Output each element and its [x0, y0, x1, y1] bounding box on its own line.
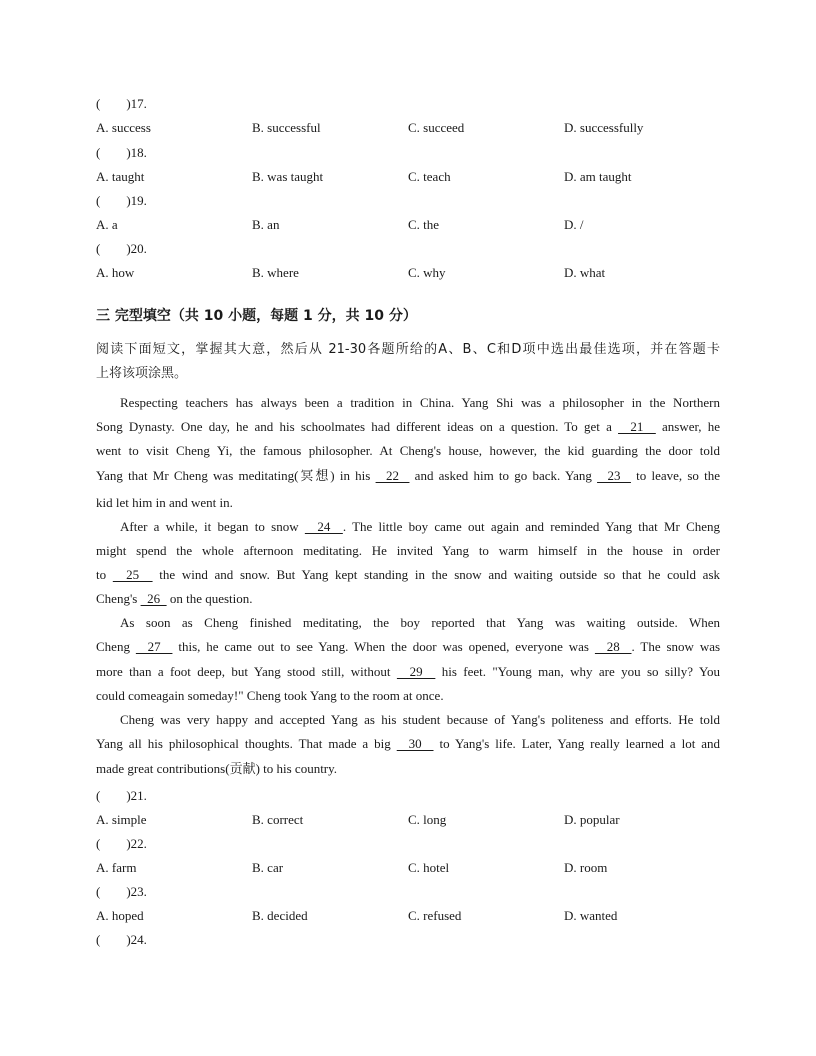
text-span: on the question. — [169, 591, 253, 606]
text-span: and asked him to go back. Yang — [414, 468, 592, 483]
option-a: A. success — [96, 120, 151, 135]
question-stem-24: ( )24. — [96, 932, 147, 947]
option-c: C. the — [408, 217, 440, 232]
option-b: B. car — [252, 860, 284, 875]
option-d: D. successfully — [564, 120, 644, 135]
question-stem-23: ( )23. — [96, 884, 147, 899]
options-row-17 — [96, 119, 726, 137]
options-row-20 — [96, 264, 726, 282]
question-stem-18: ( )18. — [96, 145, 147, 160]
instruction-line: 上将该项涂黑。 — [96, 366, 188, 381]
option-c: C. succeed — [408, 120, 465, 135]
option-a: A. how — [96, 265, 135, 280]
blank-23: 23 — [597, 468, 631, 483]
text-span: to Yang's life. Later, Yang really learned a lot and — [439, 736, 721, 751]
option-d: D. wanted — [564, 908, 618, 923]
question-stem-22: ( )22. — [96, 836, 147, 851]
option-c: C. refused — [408, 908, 462, 923]
text-span: Yang all his philosophical thoughts. That made a big — [96, 736, 391, 751]
option-c: C. hotel — [408, 860, 450, 875]
text-span: Yang that Mr Cheng was meditating(冥想) in his — [96, 468, 371, 483]
option-c: C. teach — [408, 169, 451, 184]
passage-line: might spend the whole afternoon meditating. He invited Yang to warm himself in the house in order — [96, 543, 720, 558]
text-span: this, he came out to see Yang. When the door was opened, everyone was — [178, 639, 589, 654]
section-title: 三 完型填空（共 10 小题，每题 1 分，共 10 分） — [96, 308, 417, 324]
option-c: C. why — [408, 265, 446, 280]
option-b: B. where — [252, 265, 299, 280]
passage-line: went to visit Cheng Yi, the famous philosopher. At Cheng's house, however, the kid guarding the door told — [96, 443, 720, 458]
question-stem-19: ( )19. — [96, 193, 147, 208]
passage-line: could comeagain someday!" Cheng took Yang to the room at once. — [96, 688, 444, 703]
options-row-18 — [96, 168, 726, 186]
question-stem-21: ( )21. — [96, 788, 147, 803]
passage-line — [120, 515, 720, 539]
text-span: Cheng — [96, 639, 130, 654]
option-a: A. hoped — [96, 908, 144, 923]
option-b: B. was taught — [252, 169, 324, 184]
passage-line — [96, 464, 720, 488]
option-c: C. long — [408, 812, 447, 827]
option-d: D. popular — [564, 812, 620, 827]
option-a: A. taught — [96, 169, 145, 184]
passage-line: Cheng was very happy and accepted Yang as his student because of Yang's politeness and efforts. He told — [120, 712, 720, 727]
blank-25: 25 — [112, 567, 153, 582]
text-span: . The snow was — [631, 639, 721, 654]
options-row-23 — [96, 907, 726, 925]
passage-line: Respecting teachers has always been a tradition in China. Yang Shi was a philosopher in the Northern — [120, 395, 720, 410]
blank-22: 22 — [375, 468, 410, 483]
options-row-21 — [96, 811, 726, 829]
option-b: B. successful — [252, 120, 321, 135]
option-b: B. an — [252, 217, 280, 232]
question-stem-20: ( )20. — [96, 241, 147, 256]
option-b: B. correct — [252, 812, 304, 827]
text-span: . The little boy came out again and reminded Yang that Mr Cheng — [342, 519, 721, 534]
passage-line — [96, 587, 720, 611]
options-row-19 — [96, 216, 726, 234]
passage-line — [96, 415, 720, 439]
blank-27: 27 — [135, 639, 173, 654]
option-b: B. decided — [252, 908, 308, 923]
section-instruction — [96, 338, 720, 386]
option-d: D. room — [564, 860, 608, 875]
passage-line — [96, 732, 720, 756]
options-row-22 — [96, 859, 726, 877]
blank-28: 28 — [594, 639, 632, 654]
option-d: D. am taught — [564, 169, 632, 184]
text-span: to leave, so the — [636, 468, 721, 483]
text-span: more than a foot deep, but Yang stood still, without — [96, 664, 391, 679]
passage-line — [96, 563, 720, 587]
option-a: A. farm — [96, 860, 137, 875]
text-span: the wind and snow. But Yang kept standing in the snow and waiting outside so that he could ask — [159, 567, 721, 582]
option-d: D. / — [564, 217, 584, 232]
blank-26: 26 — [140, 591, 167, 606]
blank-24: 24 — [304, 519, 343, 534]
text-span: answer, he — [662, 419, 721, 434]
text-span: Cheng's — [96, 591, 138, 606]
option-a: A. a — [96, 217, 118, 232]
option-a: A. simple — [96, 812, 147, 827]
option-d: D. what — [564, 265, 606, 280]
text-span: to — [96, 567, 107, 582]
blank-21: 21 — [618, 419, 656, 434]
passage-line: made great contributions(贡献) to his country. — [96, 761, 338, 776]
passage-line — [96, 660, 720, 684]
passage-line — [96, 635, 720, 659]
blank-30: 30 — [396, 736, 434, 751]
text-span: After a while, it began to snow — [120, 519, 299, 534]
instruction-line: 阅读下面短文，掌握其大意，然后从 21-30各题所给的A、B、C和D项中选出最佳选项，并在答题卡 — [96, 342, 720, 357]
passage-line: kid let him in and went in. — [96, 495, 233, 510]
text-span: his feet. "Young man, why are you so silly? You — [441, 664, 721, 679]
blank-29: 29 — [396, 664, 436, 679]
passage-line: As soon as Cheng finished meditating, the boy reported that Yang was waiting outside. When — [120, 615, 720, 630]
text-span: Song Dynasty. One day, he and his schoolmates had different ideas on a question. To get a — [96, 419, 612, 434]
question-stem-17: ( )17. — [96, 96, 147, 111]
